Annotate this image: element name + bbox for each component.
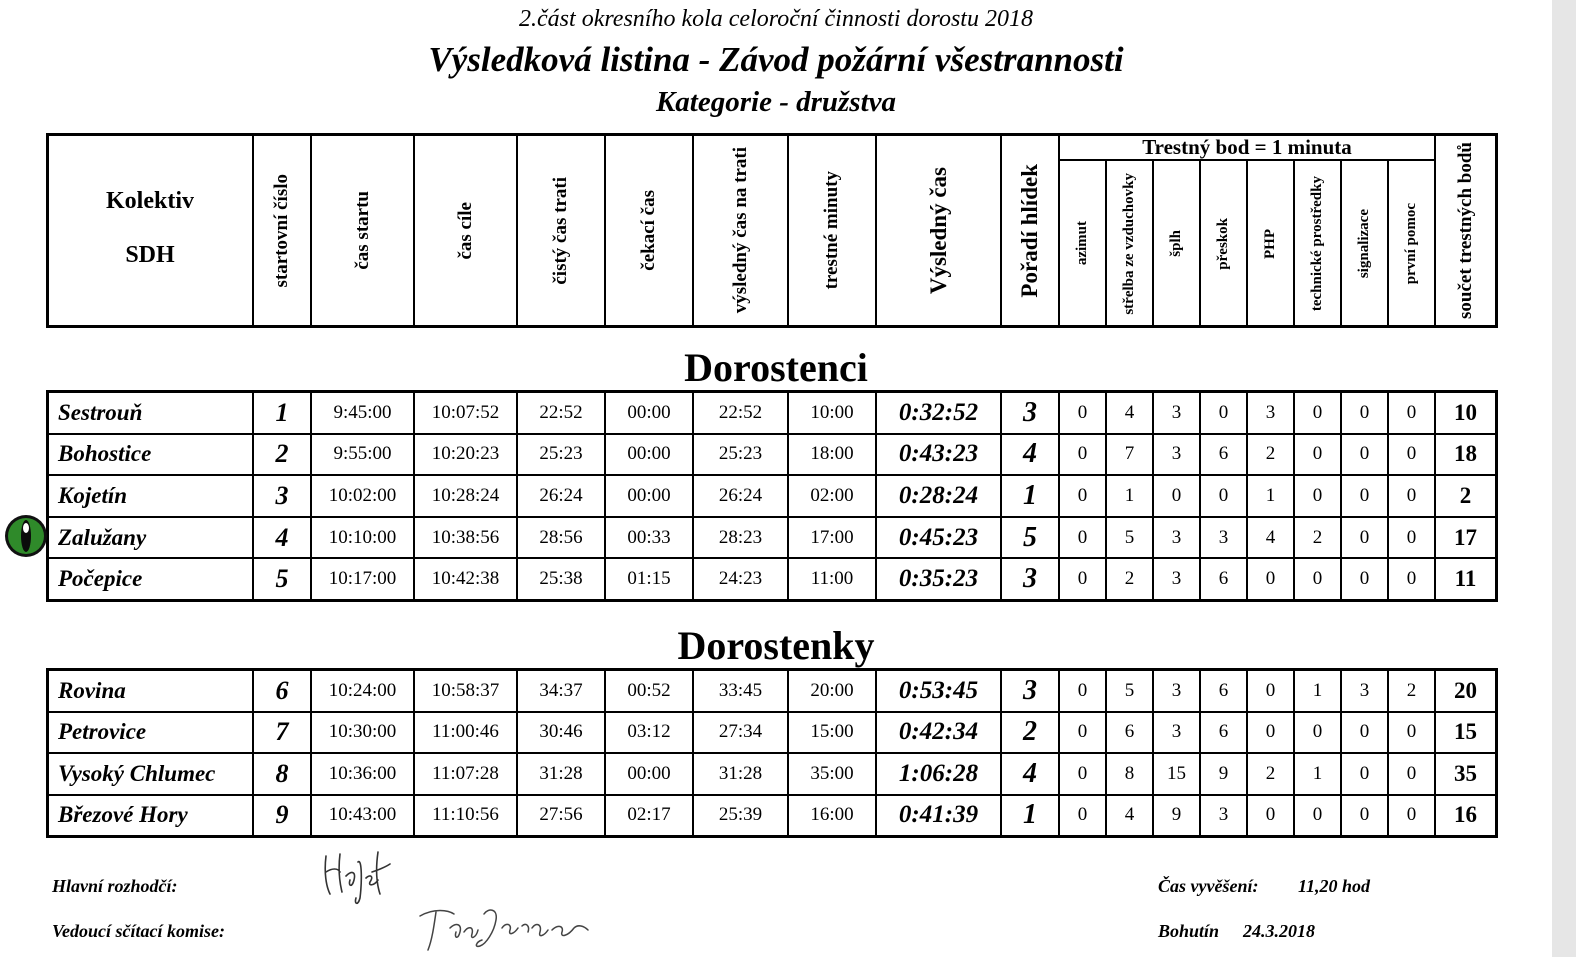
team-name: Petrovice bbox=[58, 719, 147, 745]
finish-time: 10:42:38 bbox=[431, 568, 500, 590]
document-title: Výsledková listina - Závod požární všestrannosti bbox=[428, 40, 1124, 79]
penalty-value: 0 bbox=[1359, 443, 1370, 465]
penalty-value: 0 bbox=[1077, 484, 1088, 506]
rank: 4 bbox=[1023, 757, 1037, 789]
penalty-value: 0 bbox=[1406, 721, 1417, 743]
penalty-value: 0 bbox=[1359, 401, 1370, 423]
clean-time: 28:56 bbox=[539, 526, 583, 548]
finish-time: 10:20:23 bbox=[431, 443, 500, 465]
finish-time: 10:38:56 bbox=[431, 526, 500, 548]
start-number: 7 bbox=[275, 717, 289, 747]
penalty-value: 0 bbox=[1312, 484, 1323, 506]
posted-label: Čas vyvěšení: bbox=[1158, 876, 1259, 896]
finish-time: 11:00:46 bbox=[432, 721, 499, 743]
penalty-value: 0 bbox=[1359, 484, 1370, 506]
penalty-header-2: šplh bbox=[1168, 230, 1184, 257]
clean-time: 26:24 bbox=[539, 484, 583, 506]
cekaci-cas-header: čekací čas bbox=[638, 190, 659, 271]
track-time: 26:24 bbox=[718, 484, 763, 506]
track-time: 27:34 bbox=[718, 721, 763, 743]
penalty-value: 6 bbox=[1218, 568, 1229, 590]
finish-time: 11:10:56 bbox=[432, 804, 499, 826]
section-title-dorostenci: Dorostenci bbox=[684, 345, 868, 390]
penalty-header-1: střelba ze vzduchovky bbox=[1121, 172, 1137, 315]
penalty-value: 0 bbox=[1406, 526, 1417, 548]
result-time: 0:28:24 bbox=[898, 481, 979, 509]
result-time: 1:06:28 bbox=[898, 759, 979, 787]
result-time: 0:41:39 bbox=[898, 801, 979, 829]
start-time: 10:30:00 bbox=[328, 721, 397, 743]
penalty-value: 0 bbox=[1077, 679, 1088, 701]
penalty-value: 0 bbox=[1077, 568, 1088, 590]
start-time: 10:10:00 bbox=[328, 526, 397, 548]
trestny-bod-header: Trestný bod = 1 minuta bbox=[1142, 135, 1352, 159]
penalty-header-5: technické prostředky bbox=[1309, 175, 1325, 312]
penalty-sum: 11 bbox=[1454, 566, 1477, 592]
document-subtitle: 2.část okresního kola celoroční činnosti dorostu 2018 bbox=[519, 6, 1033, 32]
penalty-value: 2 bbox=[1265, 762, 1276, 784]
start-number: 6 bbox=[275, 675, 289, 705]
cas-startu-header: čas startu bbox=[351, 191, 373, 270]
sdh-header: SDH bbox=[125, 242, 175, 268]
penalty-value: 2 bbox=[1265, 443, 1276, 465]
penalty-header-3: přeskok bbox=[1215, 217, 1231, 270]
penalty-value: 1 bbox=[1124, 484, 1135, 506]
start-time: 9:45:00 bbox=[333, 401, 392, 423]
penalty-value: 6 bbox=[1218, 721, 1229, 743]
track-time: 25:23 bbox=[718, 443, 763, 465]
penalty-value: 2 bbox=[1406, 679, 1417, 701]
penalty-value: 0 bbox=[1265, 679, 1276, 701]
team-name: Rovina bbox=[58, 677, 126, 703]
penalty-value: 0 bbox=[1359, 721, 1370, 743]
penalty-value: 0 bbox=[1265, 568, 1276, 590]
penalty-value: 0 bbox=[1359, 804, 1370, 826]
kolektiv-header: Kolektiv bbox=[106, 188, 194, 214]
penalty-value: 9 bbox=[1218, 762, 1229, 784]
commission-signature bbox=[414, 898, 594, 956]
track-time: 28:23 bbox=[718, 526, 763, 548]
result-time: 0:43:23 bbox=[898, 440, 979, 468]
penalty-minutes: 10:00 bbox=[810, 401, 854, 423]
penalty-minutes: 20:00 bbox=[810, 679, 854, 701]
wait-time: 00:00 bbox=[627, 401, 671, 423]
clean-time: 30:46 bbox=[539, 721, 583, 743]
start-number: 8 bbox=[275, 758, 289, 788]
penalty-value: 0 bbox=[1218, 401, 1229, 423]
category-title: Kategorie - družstva bbox=[655, 86, 897, 118]
rank: 3 bbox=[1023, 563, 1037, 595]
rank: 5 bbox=[1023, 521, 1037, 553]
finish-time: 10:28:24 bbox=[431, 484, 500, 506]
wait-time: 01:15 bbox=[627, 568, 671, 590]
clean-time: 31:28 bbox=[539, 762, 583, 784]
penalty-value: 0 bbox=[1077, 721, 1088, 743]
penalty-value: 9 bbox=[1171, 804, 1182, 826]
start-time: 10:02:00 bbox=[328, 484, 397, 506]
start-time: 10:36:00 bbox=[328, 762, 397, 784]
wait-time: 00:52 bbox=[627, 679, 671, 701]
penalty-minutes: 15:00 bbox=[810, 721, 854, 743]
penalty-value: 4 bbox=[1124, 401, 1135, 423]
penalty-value: 15 bbox=[1167, 762, 1186, 784]
penalty-value: 3 bbox=[1218, 804, 1229, 826]
wait-time: 00:00 bbox=[627, 762, 671, 784]
place: Bohutín bbox=[1158, 921, 1220, 941]
team-name: Sestrouň bbox=[58, 399, 143, 425]
result-time: 0:32:52 bbox=[898, 398, 979, 426]
penalty-value: 0 bbox=[1218, 484, 1229, 506]
penalty-value: 4 bbox=[1124, 804, 1135, 826]
team-name: Kojetín bbox=[58, 482, 128, 508]
rank: 1 bbox=[1023, 479, 1037, 511]
penalty-value: 3 bbox=[1171, 679, 1182, 701]
cisty-cas-header: čistý čas trati bbox=[550, 176, 571, 285]
finish-time: 11:07:28 bbox=[432, 762, 499, 784]
clean-time: 25:23 bbox=[539, 443, 583, 465]
penalty-sum: 15 bbox=[1454, 719, 1477, 745]
vysledny-cas-header: Výsledný čas bbox=[925, 166, 951, 295]
penalty-minutes: 11:00 bbox=[810, 568, 854, 590]
penalty-value: 3 bbox=[1265, 401, 1276, 423]
penalty-sum: 17 bbox=[1454, 524, 1477, 550]
penalty-header-6: signalizace bbox=[1356, 208, 1372, 279]
penalty-header-4: PHP bbox=[1262, 228, 1278, 259]
start-time: 9:55:00 bbox=[333, 443, 392, 465]
penalty-value: 0 bbox=[1077, 443, 1088, 465]
penalty-value: 6 bbox=[1218, 679, 1229, 701]
penalty-value: 5 bbox=[1124, 526, 1135, 548]
result-time: 0:53:45 bbox=[898, 676, 979, 704]
penalty-header-7: první pomoc bbox=[1403, 202, 1419, 285]
penalty-value: 0 bbox=[1359, 526, 1370, 548]
result-time: 0:42:34 bbox=[898, 718, 979, 746]
judge-label: Hlavní rozhodčí: bbox=[52, 876, 178, 896]
penalty-sum: 2 bbox=[1459, 482, 1472, 508]
poradi-hlidek-header: Pořadí hlídek bbox=[1017, 163, 1042, 298]
penalty-value: 0 bbox=[1312, 443, 1323, 465]
clean-time: 27:56 bbox=[539, 804, 583, 826]
penalty-value: 6 bbox=[1218, 443, 1229, 465]
penalty-sum: 10 bbox=[1454, 399, 1477, 425]
penalty-value: 0 bbox=[1077, 401, 1088, 423]
trestne-minuty-header: trestné minuty bbox=[821, 171, 842, 290]
penalty-value: 0 bbox=[1312, 721, 1323, 743]
team-name: Zalužany bbox=[58, 524, 147, 550]
result-time: 0:45:23 bbox=[898, 523, 979, 551]
penalty-value: 0 bbox=[1312, 401, 1323, 423]
penalty-minutes: 17:00 bbox=[810, 526, 854, 548]
start-time: 10:24:00 bbox=[328, 679, 397, 701]
penalty-header-0: azimut bbox=[1074, 221, 1090, 266]
section-title-dorostenky: Dorostenky bbox=[677, 623, 875, 668]
wait-time: 00:00 bbox=[627, 484, 671, 506]
cas-cile-header: čas cíle bbox=[454, 201, 476, 260]
start-number: 3 bbox=[275, 480, 289, 510]
track-time: 22:52 bbox=[718, 401, 763, 423]
penalty-value: 3 bbox=[1171, 443, 1182, 465]
penalty-value: 7 bbox=[1124, 443, 1135, 465]
penalty-minutes: 18:00 bbox=[810, 443, 854, 465]
penalty-value: 0 bbox=[1265, 804, 1276, 826]
penalty-value: 0 bbox=[1171, 484, 1182, 506]
start-time: 10:43:00 bbox=[328, 804, 397, 826]
finish-time: 10:58:37 bbox=[431, 679, 500, 701]
team-name: Počepice bbox=[58, 566, 143, 592]
start-number: 9 bbox=[275, 800, 289, 830]
eye-icon[interactable] bbox=[4, 514, 48, 558]
vysledny-cas-trati-header: výsledný čas na trati bbox=[729, 147, 751, 314]
wait-time: 02:17 bbox=[627, 804, 671, 826]
penalty-value: 1 bbox=[1312, 762, 1323, 784]
penalty-value: 0 bbox=[1406, 804, 1417, 826]
posted-value: 11,20 hod bbox=[1298, 876, 1371, 896]
startovni-cislo-header: startovní číslo bbox=[271, 173, 292, 288]
penalty-value: 0 bbox=[1359, 568, 1370, 590]
penalty-value: 0 bbox=[1406, 762, 1417, 784]
clean-time: 34:37 bbox=[539, 679, 583, 701]
penalty-value: 0 bbox=[1077, 526, 1088, 548]
penalty-value: 1 bbox=[1265, 484, 1276, 506]
penalty-value: 0 bbox=[1265, 721, 1276, 743]
team-name: Vysoký Chlumec bbox=[58, 760, 216, 786]
start-number: 2 bbox=[275, 439, 289, 469]
penalty-minutes: 35:00 bbox=[810, 762, 854, 784]
penalty-sum: 20 bbox=[1454, 677, 1477, 703]
penalty-value: 0 bbox=[1077, 804, 1088, 826]
date: 24.3.2018 bbox=[1243, 921, 1315, 941]
window-scrollbar[interactable] bbox=[1552, 0, 1576, 957]
result-time: 0:35:23 bbox=[898, 565, 979, 593]
penalty-value: 0 bbox=[1406, 443, 1417, 465]
penalty-value: 3 bbox=[1171, 526, 1182, 548]
penalty-value: 3 bbox=[1171, 568, 1182, 590]
wait-time: 00:00 bbox=[627, 443, 671, 465]
penalty-minutes: 16:00 bbox=[810, 804, 854, 826]
rank: 3 bbox=[1023, 674, 1037, 706]
penalty-value: 3 bbox=[1359, 679, 1370, 701]
judge-signature bbox=[318, 842, 398, 912]
track-time: 31:28 bbox=[718, 762, 763, 784]
team-name: Bohostice bbox=[58, 441, 152, 467]
track-time: 24:23 bbox=[718, 568, 763, 590]
penalty-value: 4 bbox=[1265, 526, 1276, 548]
commission-label: Vedoucí sčítací komise: bbox=[52, 921, 225, 941]
penalty-value: 5 bbox=[1124, 679, 1135, 701]
penalty-value: 3 bbox=[1171, 401, 1182, 423]
penalty-sum: 35 bbox=[1454, 760, 1477, 786]
track-time: 33:45 bbox=[718, 679, 763, 701]
penalty-value: 0 bbox=[1406, 484, 1417, 506]
penalty-value: 3 bbox=[1171, 721, 1182, 743]
penalty-value: 2 bbox=[1312, 526, 1323, 548]
start-number: 4 bbox=[275, 522, 289, 552]
track-time: 25:39 bbox=[718, 804, 763, 826]
rank: 4 bbox=[1023, 438, 1037, 470]
wait-time: 03:12 bbox=[627, 721, 671, 743]
penalty-value: 3 bbox=[1218, 526, 1229, 548]
rank: 3 bbox=[1023, 396, 1037, 428]
wait-time: 00:33 bbox=[627, 526, 671, 548]
rank: 1 bbox=[1023, 799, 1037, 831]
penalty-value: 0 bbox=[1359, 762, 1370, 784]
penalty-sum: 16 bbox=[1454, 802, 1477, 828]
penalty-minutes: 02:00 bbox=[810, 484, 854, 506]
team-name: Březové Hory bbox=[58, 802, 188, 828]
penalty-value: 0 bbox=[1406, 568, 1417, 590]
finish-time: 10:07:52 bbox=[431, 401, 500, 423]
penalty-value: 2 bbox=[1124, 568, 1135, 590]
penalty-value: 8 bbox=[1124, 762, 1135, 784]
penalty-value: 6 bbox=[1124, 721, 1135, 743]
start-time: 10:17:00 bbox=[328, 568, 397, 590]
clean-time: 25:38 bbox=[539, 568, 583, 590]
penalty-sum: 18 bbox=[1454, 441, 1477, 467]
penalty-value: 1 bbox=[1312, 679, 1323, 701]
penalty-value: 0 bbox=[1312, 804, 1323, 826]
soucet-header: součet trestných bodů bbox=[1454, 142, 1476, 319]
clean-time: 22:52 bbox=[539, 401, 583, 423]
penalty-value: 0 bbox=[1077, 762, 1088, 784]
start-number: 5 bbox=[275, 564, 289, 594]
penalty-value: 0 bbox=[1406, 401, 1417, 423]
penalty-value: 0 bbox=[1312, 568, 1323, 590]
start-number: 1 bbox=[275, 397, 289, 427]
rank: 2 bbox=[1023, 716, 1037, 748]
